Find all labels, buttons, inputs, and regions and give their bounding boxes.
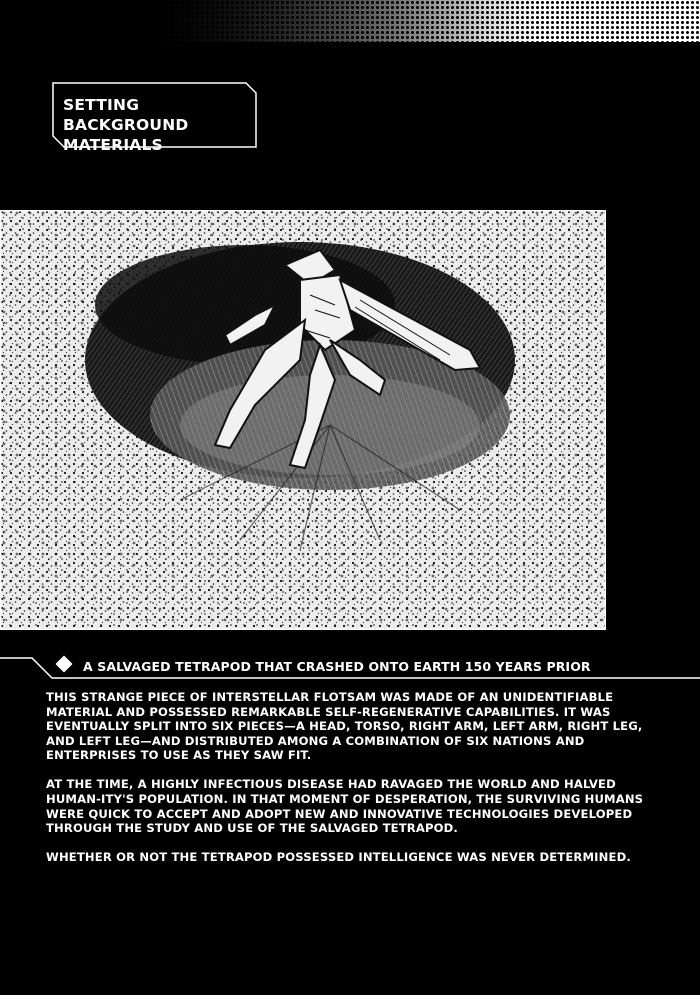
body-paragraph-2: AT THE TIME, A HIGHLY INFECTIOUS DISEASE HAD RAVAGED THE WORLD AND HALVED HUMAN-ITY'S POPULATION. IN THAT MOMENT OF DESPERATION, THE SURVIVING HUMANS WERE QUICK TO ACCEPT AND ADOPT NEW AND INNOVATIVE TECHNOLOGIES DEVELOPED THROUGH THE STUDY AND USE OF THE SALVAGED TETRAPOD. [46, 777, 644, 836]
section-title-line1: SETTING BACKGROUND [63, 96, 189, 134]
illustration-caption: A SALVAGED TETRAPOD THAT CRASHED ONTO EARTH 150 YEARS PRIOR [83, 659, 591, 674]
body-text [46, 690, 666, 879]
crater-drawing [0, 210, 606, 630]
tetrapod-crater-illustration [0, 210, 606, 630]
body-paragraph-1: THIS STRANGE PIECE OF INTERSTELLAR FLOTSAM WAS MADE OF AN UNIDENTIFIABLE MATERIAL AND POSSESSED REMARKABLE SELF-REGENERATIVE CAPABILITIES. IT WAS EVENTUALLY SPLIT INTO SIX PIECES—A HEAD, TORSO, RIGHT ARM, LEFT ARM, RIGHT LEG, AND LEFT LEG—AND DISTRIBUTED AMONG A COMBINATION OF SIX NATIONS AND ENTERPRISES TO USE AS THEY SAW FIT. [46, 690, 643, 763]
top-black-tab [0, 0, 155, 42]
section-title [63, 95, 253, 155]
section-title-line2: MATERIALS [63, 136, 163, 154]
section-header [52, 82, 257, 154]
body-paragraph-3: WHETHER OR NOT THE TETRAPOD POSSESSED INTELLIGENCE WAS NEVER DETERMINED. [46, 850, 631, 865]
